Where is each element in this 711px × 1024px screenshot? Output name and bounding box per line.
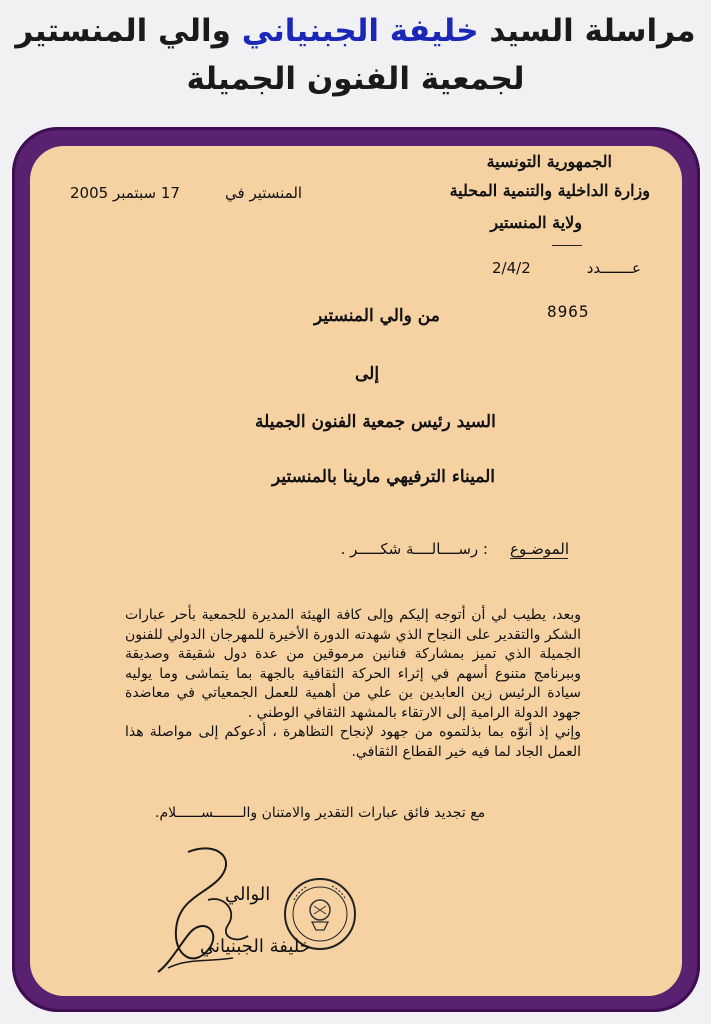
body-paragraph-1: وبعد، يطيب لي أن أتوجه إليكم وإلى كافة الهيئة المديرة للجمعية بأحر عبارات الشكر والتقدير على النجاح الذي شهدته الدورة الأخيرة للمهرجان الدولي للفنون الجميلة الذي تميز بمشاركة فنانين مرموقين من عدة دول شقيقة وصديقة وببرنامج متنوع أسهم في إثراء الحركة الثقافية بالجهة بما يتماشى وما يوليه سيادة الرئيس زين العابدين بن علي من أهمية للعمل الجمعياتي في معاضدة جهود الدولة الرامية إلى الارتقاء بالمشهد الثقافي الوطني .: [125, 607, 581, 721]
body-paragraph-2: وإني إذ أنوّه بما بذلتموه من جهود لإنجاح التظاهرة ، أدعوكم إلى مواصلة هذا العمل الجاد لما فيه خير القطاع الثقافي.: [125, 724, 581, 760]
heading-governor-name: خليفة الجبنياني: [241, 13, 479, 49]
page-heading: [0, 10, 711, 52]
subject-underline: [510, 558, 568, 559]
place-label: المنستير في: [225, 184, 303, 202]
reference-label: عـــــــدد: [586, 259, 641, 277]
letter-date: 17 سبتمبر 2005: [70, 184, 180, 202]
to-line: إلى: [355, 364, 380, 384]
divider: [552, 245, 582, 246]
letter-body: [125, 606, 581, 762]
heading-suffix: والي المنستير: [15, 13, 231, 49]
subject-text: : رســــالــــة شكـــــر .: [340, 540, 488, 558]
letter-paper: [30, 146, 682, 996]
ministry-line-3: ولاية المنستير: [490, 213, 582, 232]
handwritten-signature-icon: [148, 840, 271, 980]
reference-number: 2/4/2: [492, 259, 531, 277]
sender-line: من والي المنستير: [314, 306, 440, 326]
subject-label: الموضـوع: [510, 540, 569, 558]
stamp-number: 8965: [547, 302, 590, 321]
signature-name: خليفة الجبنياني: [200, 936, 311, 957]
ministry-line-2: وزارة الداخلية والتنمية المحلية: [449, 181, 650, 200]
ministry-line-1: الجمهورية التونسية: [486, 152, 612, 171]
heading-prefix: مراسلة السيد: [489, 13, 696, 49]
signature-title: الوالي: [225, 884, 271, 905]
page-subheading: لجمعية الفنون الجميلة: [186, 61, 525, 97]
closing-line: مع تجديد فائق عبارات التقدير والامتنان والـــــــســــــلام.: [155, 805, 486, 821]
address-line: الميناء الترفيهي مارينا بالمنستير: [272, 467, 495, 487]
recipient-line: السيد رئيس جمعية الفنون الجميلة: [255, 412, 496, 432]
